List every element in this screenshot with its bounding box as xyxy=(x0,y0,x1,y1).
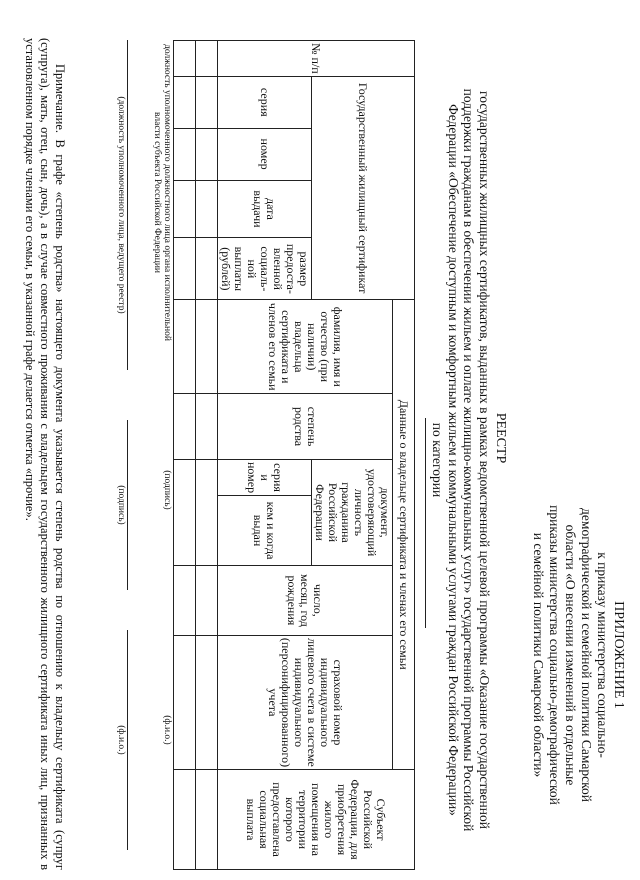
table-cell xyxy=(196,459,218,565)
official-caption: должность уполномоченного должностного лица органа исполнительной власти субъекта Российской Федерации xyxy=(152,44,172,341)
fio-header: фамилия, имя и отчество (при наличии) владельца сертификата и членов его семьи xyxy=(218,300,393,394)
table-header-row xyxy=(393,41,415,870)
table-cell xyxy=(174,300,196,394)
col-number-header: № п/п xyxy=(218,41,415,77)
table-row xyxy=(174,41,196,870)
table-cell xyxy=(174,459,196,565)
series-header: серия xyxy=(218,76,312,128)
table-cell xyxy=(174,565,196,635)
table-cell xyxy=(196,76,218,128)
appendix-line: к приказу министерства социально- xyxy=(595,552,610,758)
doc-issued-header: кем и когда выдан xyxy=(218,496,312,566)
table-cell xyxy=(174,128,196,180)
subject-header: Субъект Российской Федерации, для приобретения жилого помещения на территории которого предоставлена социальная выплата xyxy=(218,770,415,870)
table-cell xyxy=(174,394,196,460)
registry-keeper-caption: (должность уполномоченного лица, ведущего реестр) xyxy=(116,96,126,314)
registry-subtitle xyxy=(430,40,492,880)
document-header: документ, удостоверяющий личность гражданина Российской Федерации xyxy=(312,459,393,565)
fio-line xyxy=(127,630,128,850)
number-header: номер xyxy=(218,128,312,180)
signature-line xyxy=(127,420,128,590)
doc-series-number-header: серия и номер xyxy=(218,459,312,495)
registry-keeper-line xyxy=(127,40,128,370)
signature-caption: (подпись) xyxy=(162,470,172,510)
category-blank-line xyxy=(425,418,426,628)
table-cell xyxy=(174,238,196,300)
fio-caption: (ф.и.о.) xyxy=(116,725,126,755)
footnote: Примечание. В графе «степень родства» настоящего документа указывается степень родства по отношению к владельцу сертификата (супруг (супруга), мать, отец, сын, дочь), а в случае совместного проживания с владельцем государственного жилищного сертификата иных лиц, признанных в установленном порядке членами его семьи, в указанной графе делается отметка «прочие». xyxy=(23,38,67,870)
snils-header: страховой номер индивидуального лицевого счета в системе индивидуального (персонифицированного) учета xyxy=(218,635,393,769)
table-cell xyxy=(196,565,218,635)
appendix-line: области «О внесении изменений в отдельные xyxy=(563,524,578,786)
table-cell xyxy=(196,635,218,769)
appendix-line: и семейной политики Самарской области» xyxy=(531,532,546,778)
certificate-group-header: Государственный жилищный сертификат xyxy=(312,76,415,300)
signature-caption: (подпись) xyxy=(116,485,126,525)
issue-date-header: дата выдачи xyxy=(218,180,312,238)
appendix-line: приказы министерства социально-демографической xyxy=(547,505,562,805)
table-cell xyxy=(174,180,196,238)
fio-line xyxy=(173,610,174,850)
table-cell xyxy=(174,41,196,77)
appendix-heading: ПРИЛОЖЕНИЕ 1 xyxy=(611,601,626,709)
payment-size-header: размер предоста-вленной социаль-ной выплаты (рублей) xyxy=(218,238,312,300)
official-signature-line xyxy=(173,40,174,345)
table-cell xyxy=(196,180,218,238)
table-cell xyxy=(196,300,218,394)
registry-title: РЕЕСТР xyxy=(493,412,508,464)
subtitle-line: поддержки гражданам в обеспечении жильем и оплате жилищно-коммунальных услуг» государственной программы Российской xyxy=(461,88,477,832)
subtitle-line: по категории xyxy=(430,422,446,498)
registry-table xyxy=(173,40,415,870)
appendix-line: демографической и семейной политики Самарской xyxy=(579,508,594,802)
appendix-block xyxy=(530,470,626,840)
fio-caption: (ф.и.о.) xyxy=(162,715,172,745)
table-cell xyxy=(174,76,196,128)
table-cell xyxy=(196,394,218,460)
signature-line xyxy=(173,410,174,570)
table-cell xyxy=(174,770,196,870)
table-cell xyxy=(196,238,218,300)
owner-group-header: Данные о владельце сертификата и членах его семьи xyxy=(393,300,415,770)
kinship-header: степень родства xyxy=(218,394,393,460)
table-cell xyxy=(196,41,218,77)
table-cell xyxy=(196,770,218,870)
birth-date-header: число, месяц, год рождения xyxy=(218,565,393,635)
subtitle-line: Федерации «Обеспечение доступным и комфортным жильем и коммунальными услугами граждан Российской Федерации» xyxy=(446,104,461,816)
table-cell xyxy=(174,635,196,769)
subtitle-line: государственных жилищных сертификатов, выданных в рамках ведомственной целевой программы «Оказание государственной xyxy=(477,91,492,829)
table-row xyxy=(196,41,218,870)
table-cell xyxy=(196,128,218,180)
